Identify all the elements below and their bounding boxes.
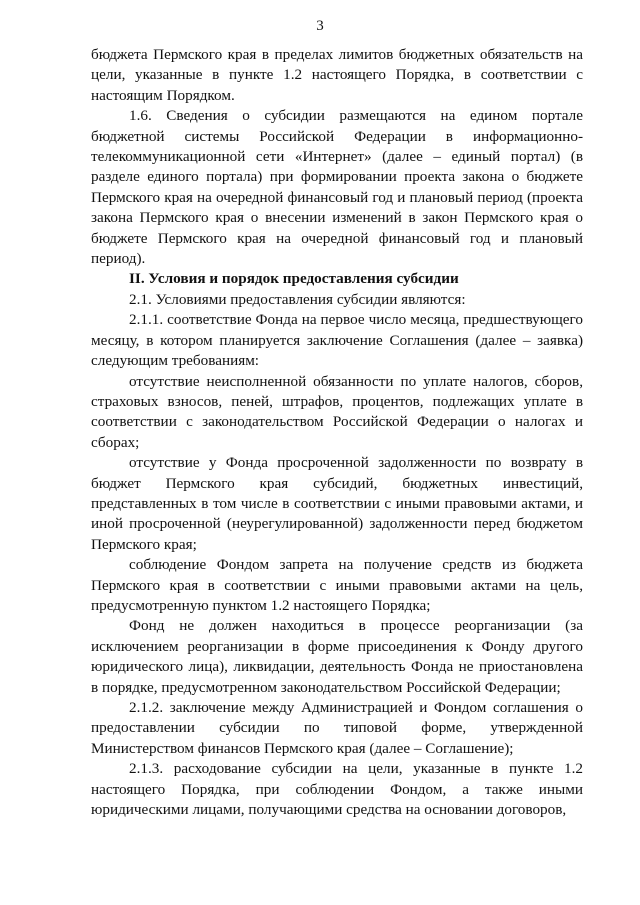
paragraph-1-6: 1.6. Сведения о субсидии размещаются на едином портале бюджетной системы Российской Федерации в информационно-телекоммуникационной сети «Интернет» (далее – единый портал) (в разделе единого портала) при формировании проекта закона о бюджете Пермского края на очередной финансовый год и плановый период (проекта закона Пермского края о внесении изменений в закон Пермского края о бюджете Пермского края на очередной финансовый год и плановый период). xyxy=(91,107,583,268)
paragraph-2-1: 2.1. Условиями предоставления субсидии являются: xyxy=(129,290,466,308)
document-body xyxy=(91,45,583,820)
paragraph-requirement-taxes: отсутствие неисполненной обязанности по уплате налогов, сборов, страховых взносов, пеней, штрафов, процентов, подлежащих уплате в соответствии с законодательством Российской Федерации о налогах и сборах; xyxy=(91,372,583,451)
page-number: 3 xyxy=(316,18,324,34)
paragraph-2-1-1: 2.1.1. соответствие Фонда на первое число месяца, предшествующего месяцу, в котором планируется заключение Соглашения (далее – заявка) следующим требованиям: xyxy=(91,311,583,370)
paragraph-requirement-reorganization: Фонд не должен находиться в процессе реорганизации (за исключением реорганизации в форме присоединения к Фонду другого юридического лица), ликвидации, деятельность Фонда не приостановлена в порядке, предусмотренном законодательством Российской Федерации; xyxy=(91,617,583,696)
section-heading: II. Условия и порядок предоставления субсидии xyxy=(129,270,459,288)
paragraph-continuation: бюджета Пермского края в пределах лимитов бюджетных обязательств на цели, указанные в пункте 1.2 настоящего Порядка, в соответствии с настоящим Порядком. xyxy=(91,46,583,104)
paragraph-2-1-2: 2.1.2. заключение между Администрацией и Фондом соглашения о предоставлении субсидии по типовой форме, утвержденной Министерством финансов Пермского края (далее – Соглашение); xyxy=(91,699,583,757)
paragraph-requirement-debt: отсутствие у Фонда просроченной задолженности по возврату в бюджет Пермского края субсидий, бюджетных инвестиций, представленных в том числе в соответствии с иными правовыми актами, и иной просроченной (неурегулированной) задолженности перед бюджетом Пермского края; xyxy=(91,454,583,553)
paragraph-2-1-3: 2.1.3. расходование субсидии на цели, указанные в пункте 1.2 настоящего Порядка, при соблюдении Фондом, а также иными юридическими лицами, получающими средства на основании договоров, xyxy=(91,760,583,819)
paragraph-requirement-ban: соблюдение Фондом запрета на получение средств из бюджета Пермского края в соответствии с иными правовыми актами на цель, предусмотренную пунктом 1.2 настоящего Порядка; xyxy=(91,556,583,614)
